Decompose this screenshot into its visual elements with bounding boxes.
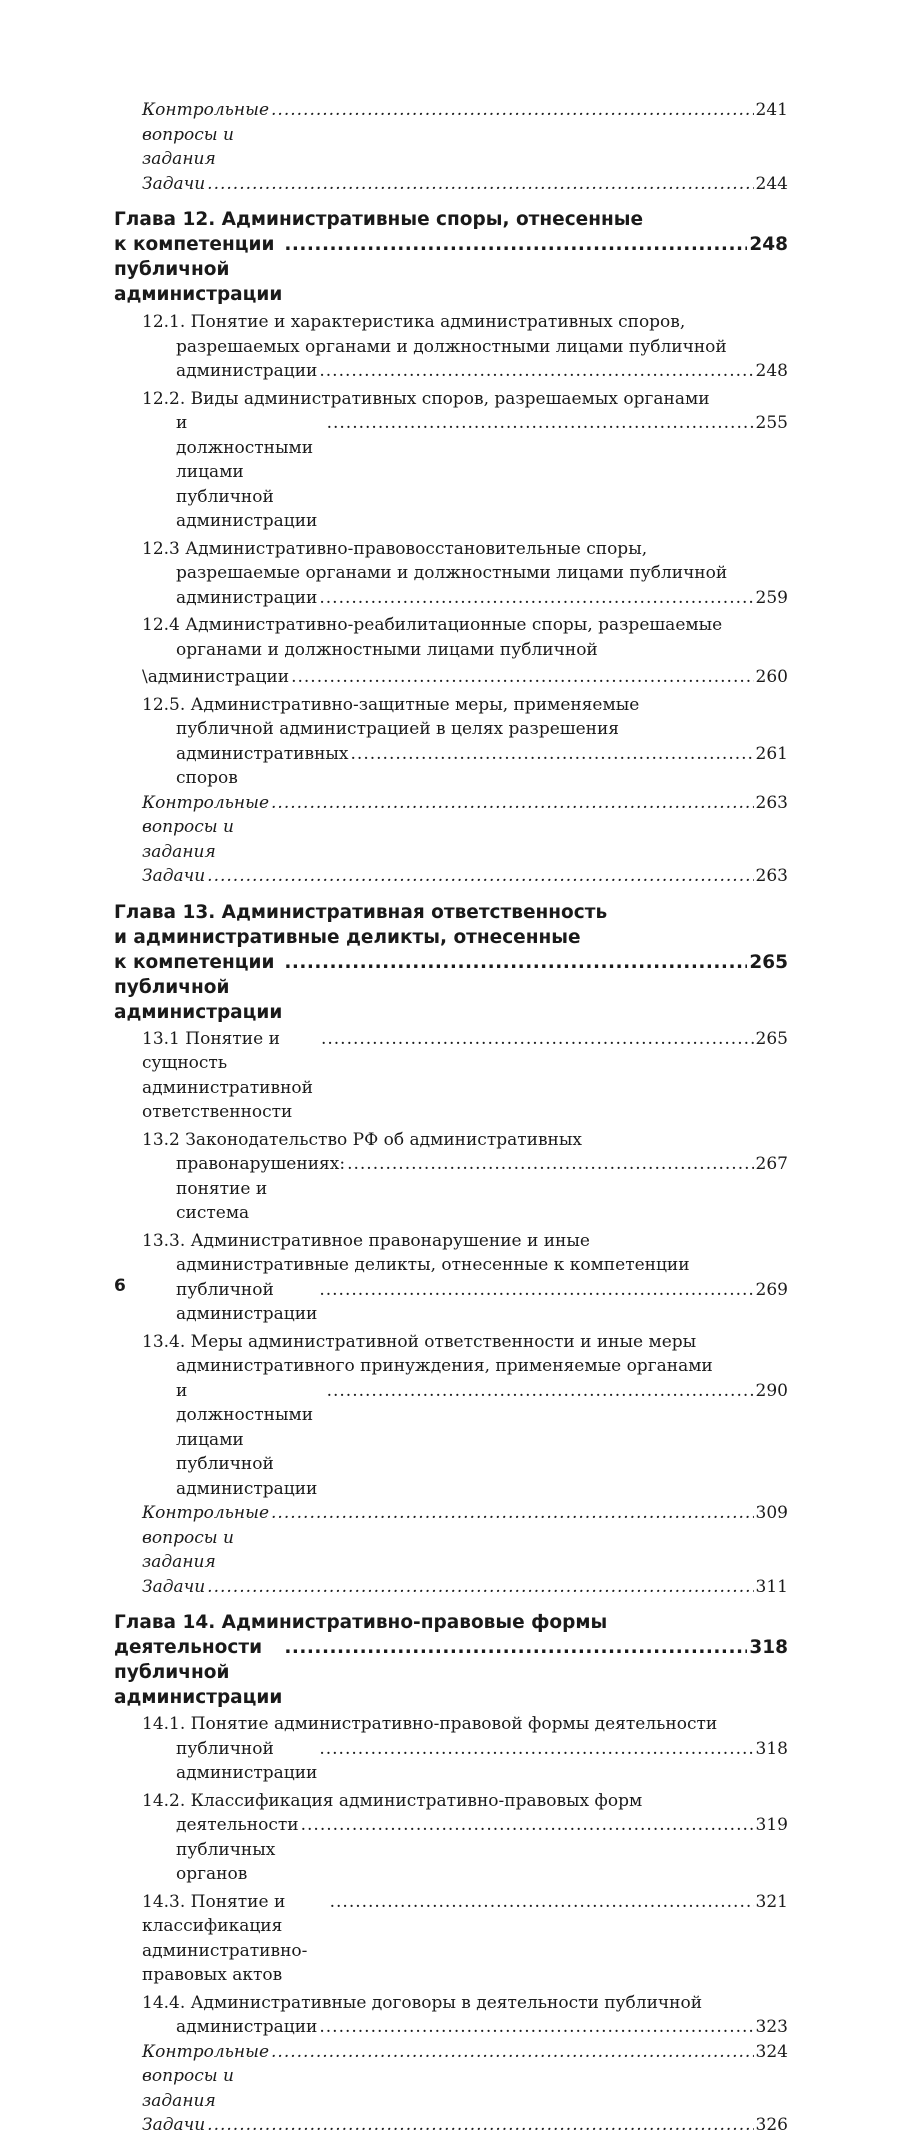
dot-leader — [284, 950, 747, 975]
chapter-title-line: к компетенции публичной администрации — [114, 951, 283, 1023]
entry-title-line: публичной администрации — [176, 1279, 318, 1324]
dot-leader — [351, 742, 754, 767]
entry-title-line: административные деликты, отнесенные к компетенции — [176, 1255, 690, 1275]
entry-page: 311 — [755, 1576, 788, 1597]
entry-title-line: \администрации — [142, 667, 290, 687]
toc-entry-questions[interactable] — [142, 2040, 788, 2114]
page-number: 6 — [114, 1276, 126, 1296]
entry-title-line: и должностными лицами публичной администрации — [176, 413, 319, 531]
dot-leader — [319, 2015, 753, 2040]
dot-leader — [319, 586, 753, 611]
dot-leader — [284, 232, 747, 257]
entry-title-line: 14.1. Понятие административно-правовой формы деятельности — [142, 1714, 718, 1734]
entry-title: Задачи — [142, 866, 206, 886]
entry-title-line: 13.3. Административное правонарушение и иные — [142, 1230, 590, 1251]
toc-entry-14-3[interactable] — [142, 1890, 788, 1988]
entry-title-line: 14.4. Административные договоры в деятельности публичной — [142, 1992, 703, 2013]
dot-leader — [347, 1152, 753, 1177]
entry-title-line: 14.3. Понятие и классификация административно-правовых актов — [142, 1891, 308, 1985]
entry-title-line: 12.2. Виды административных споров, разрешаемых органами — [142, 388, 710, 409]
chapter-title-line: Глава 12. Административные споры, отнесенные — [114, 209, 644, 230]
toc-entry-14-4[interactable] — [142, 1991, 788, 2040]
toc-entry-tasks[interactable] — [142, 864, 788, 889]
entry-title-line: 13.1 Понятие и сущность административной ответственности — [142, 1028, 319, 1122]
dot-leader — [284, 1635, 747, 1660]
entry-title-line: 12.5. Административно-защитные меры, применяемые — [142, 694, 640, 715]
entry-page: 241 — [755, 100, 788, 120]
dot-leader — [319, 1278, 753, 1303]
toc-entry-tasks[interactable] — [142, 2113, 788, 2138]
chapter-14-heading[interactable] — [114, 1610, 788, 1710]
toc-entry-13-1[interactable] — [142, 1027, 788, 1125]
chapter-title-line: Глава 13. Административная ответственность — [114, 901, 608, 923]
dot-leader — [301, 1813, 754, 1838]
entry-page: 255 — [755, 413, 788, 433]
entry-page: 326 — [755, 2115, 788, 2135]
entry-title: Задачи — [142, 2115, 206, 2135]
entry-title-line: 12.1. Понятие и характеристика административных споров, — [142, 312, 686, 332]
dot-leader — [207, 2113, 753, 2138]
entry-title-line: административных споров — [176, 743, 354, 788]
toc-entry-12-3[interactable] — [142, 537, 788, 611]
chapter-13-heading[interactable] — [114, 900, 788, 1025]
toc-entry-14-1[interactable] — [142, 1712, 788, 1786]
toc-entry-12-4[interactable] — [142, 613, 788, 690]
entry-page: 267 — [755, 1154, 788, 1174]
chapter-page: 318 — [749, 1637, 788, 1658]
dot-leader — [319, 1737, 753, 1762]
toc-entry-13-3[interactable] — [142, 1229, 788, 1327]
chapter-page: 265 — [749, 951, 788, 973]
entry-title-line: публичной администрацией в целях разрешения — [176, 719, 620, 739]
entry-title-line: 13.4. Меры административной ответственности и иные меры — [142, 1331, 697, 1352]
entry-title-line: разрешаемые органами и должностными лицами публичной — [176, 563, 728, 583]
entry-title-line: 12.3 Административно-правовосстановительные споры, — [142, 538, 648, 559]
dot-leader — [207, 172, 753, 197]
entry-page: 248 — [755, 361, 788, 381]
entry-page: 259 — [755, 587, 788, 608]
entry-title-line: и должностными лицами публичной администрации — [176, 1380, 319, 1499]
dot-leader — [291, 665, 753, 690]
entry-title: Контрольные вопросы и задания — [142, 1503, 275, 1572]
entry-title-line: администрации — [176, 2017, 318, 2037]
dot-leader — [207, 864, 753, 889]
entry-page: 319 — [755, 1815, 788, 1835]
toc-entry-tasks[interactable] — [142, 1575, 788, 1600]
chapter-title-line: и административные деликты, отнесенные — [114, 926, 581, 948]
toc-entry-14-2[interactable] — [142, 1789, 788, 1887]
entry-page: 324 — [755, 2041, 788, 2062]
entry-title-line: правонарушениях: понятие и система — [176, 1154, 351, 1223]
entry-title: Задачи — [142, 1576, 206, 1597]
chapter-title-line: деятельности публичной администрации — [114, 1637, 283, 1708]
entry-title-line: разрешаемых органами и должностными лицами публичной — [176, 336, 727, 357]
entry-title: Контрольные вопросы и задания — [142, 792, 275, 862]
table-of-contents — [114, 98, 788, 2138]
dot-leader — [271, 1501, 754, 1526]
toc-entry-12-1[interactable] — [142, 310, 788, 384]
toc-entry-13-2[interactable] — [142, 1128, 788, 1226]
entry-page: 318 — [755, 1738, 788, 1759]
entry-page: 321 — [755, 1891, 788, 1912]
entry-page: 260 — [755, 667, 788, 687]
toc-entry-12-2[interactable] — [142, 387, 788, 534]
entry-title-line: администрации — [176, 361, 318, 381]
entry-page: 290 — [755, 1380, 788, 1401]
entry-page: 269 — [755, 1279, 788, 1300]
chapter-page: 248 — [749, 234, 788, 255]
dot-leader — [319, 359, 753, 384]
entry-title-line: публичной администрации — [176, 1738, 318, 1783]
chapter-12-heading[interactable] — [114, 207, 788, 307]
dot-leader — [321, 1027, 754, 1052]
entry-title-line: администрации — [176, 587, 318, 608]
entry-title-line: деятельности публичных органов — [176, 1815, 305, 1884]
entry-page: 263 — [755, 866, 788, 886]
entry-title-line: 13.2 Законодательство РФ об административных — [142, 1129, 583, 1150]
entry-page: 244 — [755, 173, 788, 194]
dot-leader — [271, 791, 754, 816]
toc-entry-questions[interactable] — [142, 98, 788, 172]
entry-title: Задачи — [142, 173, 206, 194]
dot-leader — [271, 2040, 754, 2065]
dot-leader — [327, 1379, 754, 1404]
entry-page: 261 — [755, 743, 788, 764]
entry-title-line: 14.2. Классификация административно-правовых форм — [142, 1790, 643, 1811]
entry-page: 309 — [755, 1503, 788, 1523]
dot-leader — [271, 98, 754, 123]
toc-entry-13-4[interactable] — [142, 1330, 788, 1502]
toc-entry-12-5[interactable] — [142, 693, 788, 791]
entry-page: 265 — [755, 1028, 788, 1049]
dot-leader — [207, 1575, 753, 1600]
dot-leader — [330, 1890, 754, 1915]
chapter-title-line: к компетенции публичной администрации — [114, 234, 283, 305]
toc-entry-questions[interactable] — [142, 1501, 788, 1575]
chapter-title-line: Глава 14. Административно-правовые формы — [114, 1612, 608, 1633]
toc-entry-tasks[interactable] — [142, 172, 788, 197]
entry-title-line: 12.4 Административно-реабилитационные споры, разрешаемые — [142, 615, 723, 635]
entry-page: 263 — [755, 792, 788, 813]
toc-entry-questions[interactable] — [142, 791, 788, 865]
entry-title-line: органами и должностными лицами публичной — [176, 639, 598, 660]
dot-leader — [327, 411, 754, 436]
entry-title-line: административного принуждения, применяемые органами — [176, 1356, 713, 1376]
entry-page: 323 — [755, 2017, 788, 2037]
entry-title: Контрольные вопросы и задания — [142, 100, 275, 169]
entry-title: Контрольные вопросы и задания — [142, 2041, 275, 2111]
